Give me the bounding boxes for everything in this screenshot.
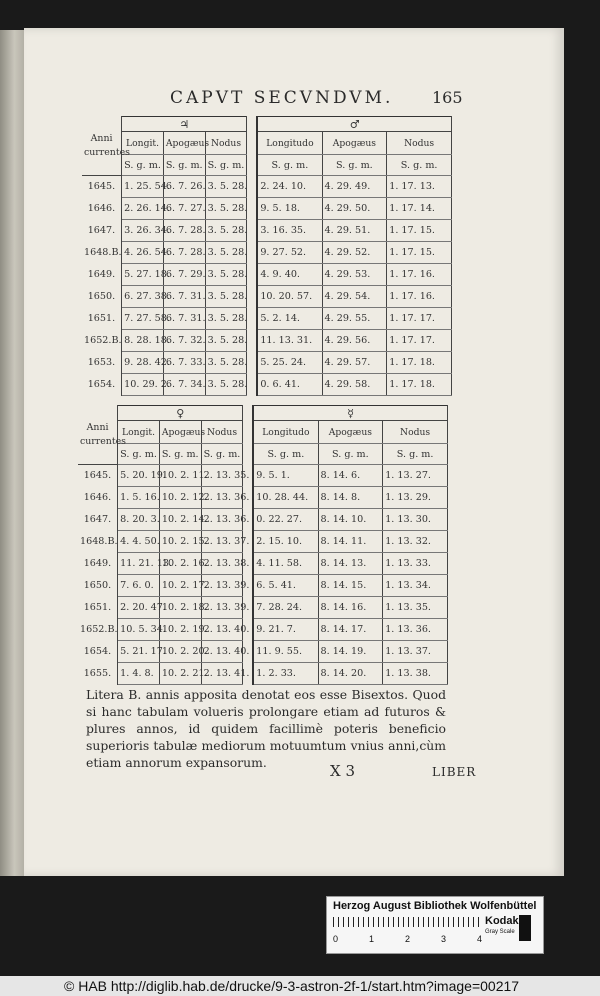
unit-header: S. g. m. <box>383 444 448 465</box>
value-cell: 10. 2. 12. <box>159 487 201 509</box>
year-cell: 1654. <box>78 641 118 663</box>
column-header: Longitudo <box>253 421 318 444</box>
value-cell: 1. 17. 18. <box>387 374 452 396</box>
value-cell: 3. 5. 28. <box>205 220 247 242</box>
value-cell: 9. 21. 7. <box>253 619 318 641</box>
value-cell: 9. 28. 42. <box>122 352 164 374</box>
value-cell: 10. 2. 18. <box>159 597 201 619</box>
value-cell: 8. 14. 17. <box>318 619 383 641</box>
value-cell: 1. 2. 33. <box>253 663 318 685</box>
value-cell: 6. 7. 31. <box>163 308 205 330</box>
year-cell: 1651. <box>82 308 122 330</box>
value-cell: 1. 17. 16. <box>387 264 452 286</box>
gray-scale-label: Gray Scale <box>485 929 515 935</box>
column-header: Apogæus <box>159 421 201 444</box>
year-cell: 1654. <box>82 374 122 396</box>
unit-header: S. g. m. <box>257 155 322 176</box>
value-cell: 6. 7. 33. <box>163 352 205 374</box>
value-cell: 8. 14. 6. <box>318 465 383 487</box>
header-row <box>82 132 452 155</box>
value-cell: 4. 11. 58. <box>253 553 318 575</box>
value-cell: 8. 28. 18. <box>122 330 164 352</box>
value-cell: 2. 13. 38. <box>201 553 243 575</box>
value-cell: 5. 21. 17. <box>118 641 160 663</box>
value-cell: 2. 20. 47. <box>118 597 160 619</box>
table-row <box>82 330 452 352</box>
value-cell: 8. 14. 20. <box>318 663 383 685</box>
year-cell: 1649. <box>82 264 122 286</box>
table-row <box>78 619 448 641</box>
column-header: Apogæus <box>322 132 387 155</box>
scale-number: 3 <box>441 934 447 944</box>
value-cell: 4. 29. 57. <box>322 352 387 374</box>
table-row <box>82 352 452 374</box>
value-cell: 11. 13. 31. <box>257 330 322 352</box>
table-row <box>82 220 452 242</box>
year-cell: 1650. <box>82 286 122 308</box>
currentes-label: currentes <box>80 435 126 447</box>
value-cell: 4. 29. 54. <box>322 286 387 308</box>
scale-number: 2 <box>405 934 411 944</box>
value-cell: 8. 14. 16. <box>318 597 383 619</box>
table-row <box>78 663 448 685</box>
gray-swatch <box>519 915 531 941</box>
value-cell: 4. 29. 51. <box>322 220 387 242</box>
table-row <box>82 264 452 286</box>
year-cell: 1645. <box>82 176 122 198</box>
value-cell: 1. 17. 15. <box>387 220 452 242</box>
value-cell: 7. 27. 58. <box>122 308 164 330</box>
value-cell: 0. 6. 41. <box>257 374 322 396</box>
value-cell: 6. 7. 32. <box>163 330 205 352</box>
explanatory-note: Litera B. annis apposita denotat eos esse Bisextos. Quod si hanc tabulam volueris prolongare etiam ad futuros & plures annos, id quidem facillimè poteris beneficio superioris tabulæ mediorum motuumtum vnius anni,cùm etiam annorum expansorum. <box>86 687 446 770</box>
ruler-scale <box>333 917 483 927</box>
value-cell: 10. 5. 34. <box>118 619 160 641</box>
value-cell: 1. 13. 27. <box>383 465 448 487</box>
value-cell: 8. 14. 19. <box>318 641 383 663</box>
column-header: Longit. <box>122 132 164 155</box>
table-row <box>82 308 452 330</box>
value-cell: 10. 2. 17. <box>159 575 201 597</box>
running-head: CAPVT SECVNDVM. <box>170 88 394 108</box>
value-cell: 1. 13. 32. <box>383 531 448 553</box>
value-cell: 1. 17. 15. <box>387 242 452 264</box>
value-cell: 2. 13. 36. <box>201 509 243 531</box>
unit-header: S. g. m. <box>201 444 243 465</box>
year-cell: 1655. <box>78 663 118 685</box>
year-cell: 1652.B. <box>78 619 118 641</box>
value-cell: 2. 26. 14. <box>122 198 164 220</box>
value-cell: 1. 17. 17. <box>387 308 452 330</box>
value-cell: 10. 29. 2. <box>122 374 164 396</box>
table-row <box>78 487 448 509</box>
value-cell: 1. 13. 35. <box>383 597 448 619</box>
value-cell: 3. 16. 35. <box>257 220 322 242</box>
value-cell: 1. 17. 18. <box>387 352 452 374</box>
value-cell: 5. 2. 14. <box>257 308 322 330</box>
value-cell: 1. 4. 8. <box>118 663 160 685</box>
value-cell: 1. 13. 30. <box>383 509 448 531</box>
left-planet-symbol: ♀ <box>118 406 243 421</box>
header-row <box>78 421 448 444</box>
unit-header: S. g. m. <box>118 444 160 465</box>
year-cell: 1646. <box>78 487 118 509</box>
value-cell: 1. 13. 38. <box>383 663 448 685</box>
value-cell: 1. 13. 34. <box>383 575 448 597</box>
anni-currentes-header <box>82 117 130 176</box>
value-cell: 10. 2. 14. <box>159 509 201 531</box>
catchword: LIBER <box>432 765 477 779</box>
value-cell: 10. 2. 11. <box>159 465 201 487</box>
column-header: Apogæus <box>318 421 383 444</box>
value-cell: 6. 7. 31. <box>163 286 205 308</box>
value-cell: 9. 5. 18. <box>257 198 322 220</box>
value-cell: 2. 13. 35. <box>201 465 243 487</box>
value-cell: 3. 26. 34. <box>122 220 164 242</box>
table-row <box>78 575 448 597</box>
value-cell: 8. 20. 3. <box>118 509 160 531</box>
column-header: Longitudo <box>257 132 322 155</box>
value-cell: 4. 9. 40. <box>257 264 322 286</box>
value-cell: 10. 28. 44. <box>253 487 318 509</box>
value-cell: 10. 2. 16. <box>159 553 201 575</box>
left-planet-symbol: ♃ <box>122 117 247 132</box>
value-cell: 8. 14. 11. <box>318 531 383 553</box>
value-cell: 1. 17. 14. <box>387 198 452 220</box>
value-cell: 3. 5. 28. <box>205 242 247 264</box>
value-cell: 1. 25. 54. <box>122 176 164 198</box>
table-row <box>82 198 452 220</box>
value-cell: 2. 13. 41. <box>201 663 243 685</box>
value-cell: 3. 5. 28. <box>205 330 247 352</box>
value-cell: 9. 27. 52. <box>257 242 322 264</box>
column-header: Nodus <box>383 421 448 444</box>
value-cell: 5. 25. 24. <box>257 352 322 374</box>
value-cell: 10. 2. 15. <box>159 531 201 553</box>
value-cell: 9. 5. 1. <box>253 465 318 487</box>
right-planet-symbol: ♂ <box>257 117 451 132</box>
upper-table <box>82 116 452 396</box>
value-cell: 11. 21. 13. <box>118 553 160 575</box>
unit-header: S. g. m. <box>387 155 452 176</box>
table-row <box>78 597 448 619</box>
page-number: 165 <box>432 88 463 107</box>
scale-number: 0 <box>333 934 339 944</box>
anni-label: Anni <box>86 421 109 433</box>
value-cell: 1. 13. 37. <box>383 641 448 663</box>
table-row <box>78 509 448 531</box>
value-cell: 4. 4. 50. <box>118 531 160 553</box>
unit-header: S. g. m. <box>163 155 205 176</box>
unit-header: S. g. m. <box>253 444 318 465</box>
column-header: Longit. <box>118 421 160 444</box>
right-planet-symbol: ☿ <box>253 406 447 421</box>
value-cell: 3. 5. 28. <box>205 352 247 374</box>
value-cell: 1. 17. 13. <box>387 176 452 198</box>
value-cell: 4. 29. 56. <box>322 330 387 352</box>
unit-header: S. g. m. <box>318 444 383 465</box>
value-cell: 6. 5. 41. <box>253 575 318 597</box>
value-cell: 1. 17. 16. <box>387 286 452 308</box>
table-row <box>78 553 448 575</box>
table-row <box>78 641 448 663</box>
year-cell: 1645. <box>78 465 118 487</box>
value-cell: 2. 13. 40. <box>201 641 243 663</box>
adjacent-page-edge <box>0 30 24 876</box>
value-cell: 1. 13. 29. <box>383 487 448 509</box>
value-cell: 6. 7. 34. <box>163 374 205 396</box>
value-cell: 5. 27. 18. <box>122 264 164 286</box>
value-cell: 8. 14. 15. <box>318 575 383 597</box>
anni-label: Anni <box>90 132 113 144</box>
value-cell: 8. 14. 10. <box>318 509 383 531</box>
value-cell: 10. 2. 21. <box>159 663 201 685</box>
value-cell: 2. 13. 40. <box>201 619 243 641</box>
units-row <box>82 155 452 176</box>
symbol-row <box>82 117 452 132</box>
value-cell: 4. 29. 50. <box>322 198 387 220</box>
value-cell: 7. 28. 24. <box>253 597 318 619</box>
value-cell: 8. 14. 8. <box>318 487 383 509</box>
symbol-row <box>78 406 448 421</box>
value-cell: 2. 13. 36. <box>201 487 243 509</box>
value-cell: 4. 29. 53. <box>322 264 387 286</box>
column-header: Nodus <box>201 421 243 444</box>
year-cell: 1653. <box>82 352 122 374</box>
value-cell: 3. 5. 28. <box>205 308 247 330</box>
value-cell: 3. 5. 28. <box>205 286 247 308</box>
value-cell: 3. 5. 28. <box>205 198 247 220</box>
value-cell: 10. 2. 20. <box>159 641 201 663</box>
value-cell: 6. 7. 28. <box>163 242 205 264</box>
table-row <box>78 465 448 487</box>
value-cell: 6. 7. 27. <box>163 198 205 220</box>
value-cell: 6. 7. 28. <box>163 220 205 242</box>
value-cell: 3. 5. 28. <box>205 176 247 198</box>
currentes-label: currentes <box>84 146 130 158</box>
value-cell: 6. 7. 29. <box>163 264 205 286</box>
value-cell: 8. 14. 13. <box>318 553 383 575</box>
value-cell: 6. 7. 26. <box>163 176 205 198</box>
value-cell: 4. 29. 52. <box>322 242 387 264</box>
value-cell: 0. 22. 27. <box>253 509 318 531</box>
year-cell: 1650. <box>78 575 118 597</box>
column-header: Nodus <box>205 132 247 155</box>
column-divider <box>247 117 257 396</box>
institution-label: Herzog August Bibliothek Wolfenbüttel <box>333 900 537 912</box>
value-cell: 1. 13. 33. <box>383 553 448 575</box>
value-cell: 4. 29. 58. <box>322 374 387 396</box>
footer-bar: © HAB http://diglib.hab.de/drucke/9-3-astron-2f-1/start.htm?image=00217 <box>0 976 600 996</box>
unit-header: S. g. m. <box>322 155 387 176</box>
value-cell: 1. 13. 36. <box>383 619 448 641</box>
value-cell: 10. 20. 57. <box>257 286 322 308</box>
units-row <box>78 444 448 465</box>
year-cell: 1649. <box>78 553 118 575</box>
year-cell: 1646. <box>82 198 122 220</box>
value-cell: 1. 5. 16. <box>118 487 160 509</box>
year-cell: 1647. <box>78 509 118 531</box>
year-cell: 1648.B. <box>78 531 118 553</box>
value-cell: 7. 6. 0. <box>118 575 160 597</box>
value-cell: 4. 29. 55. <box>322 308 387 330</box>
value-cell: 2. 13. 39. <box>201 597 243 619</box>
value-cell: 2. 13. 37. <box>201 531 243 553</box>
table-row <box>82 176 452 198</box>
column-header: Nodus <box>387 132 452 155</box>
lower-table <box>78 405 448 685</box>
table-row <box>82 242 452 264</box>
unit-header: S. g. m. <box>205 155 247 176</box>
value-cell: 2. 13. 39. <box>201 575 243 597</box>
table-row <box>82 286 452 308</box>
year-cell: 1651. <box>78 597 118 619</box>
scale-number: 4 <box>477 934 483 944</box>
table-row <box>82 374 452 396</box>
table-row <box>78 531 448 553</box>
column-header: Apogæus <box>163 132 205 155</box>
year-cell: 1647. <box>82 220 122 242</box>
unit-header: S. g. m. <box>159 444 201 465</box>
value-cell: 11. 9. 55. <box>253 641 318 663</box>
year-cell: 1652.B. <box>82 330 122 352</box>
value-cell: 4. 29. 49. <box>322 176 387 198</box>
value-cell: 10. 2. 19. <box>159 619 201 641</box>
value-cell: 3. 5. 28. <box>205 374 247 396</box>
signature-mark: X 3 <box>330 762 355 780</box>
unit-header: S. g. m. <box>122 155 164 176</box>
color-calibration-card <box>326 896 544 954</box>
value-cell: 1. 17. 17. <box>387 330 452 352</box>
kodak-brand: Kodak <box>485 915 519 927</box>
value-cell: 5. 20. 19. <box>118 465 160 487</box>
anni-currentes-header <box>78 406 126 465</box>
value-cell: 2. 24. 10. <box>257 176 322 198</box>
value-cell: 2. 15. 10. <box>253 531 318 553</box>
scale-number: 1 <box>369 934 375 944</box>
value-cell: 6. 27. 38. <box>122 286 164 308</box>
value-cell: 3. 5. 28. <box>205 264 247 286</box>
value-cell: 4. 26. 54. <box>122 242 164 264</box>
year-cell: 1648.B. <box>82 242 122 264</box>
